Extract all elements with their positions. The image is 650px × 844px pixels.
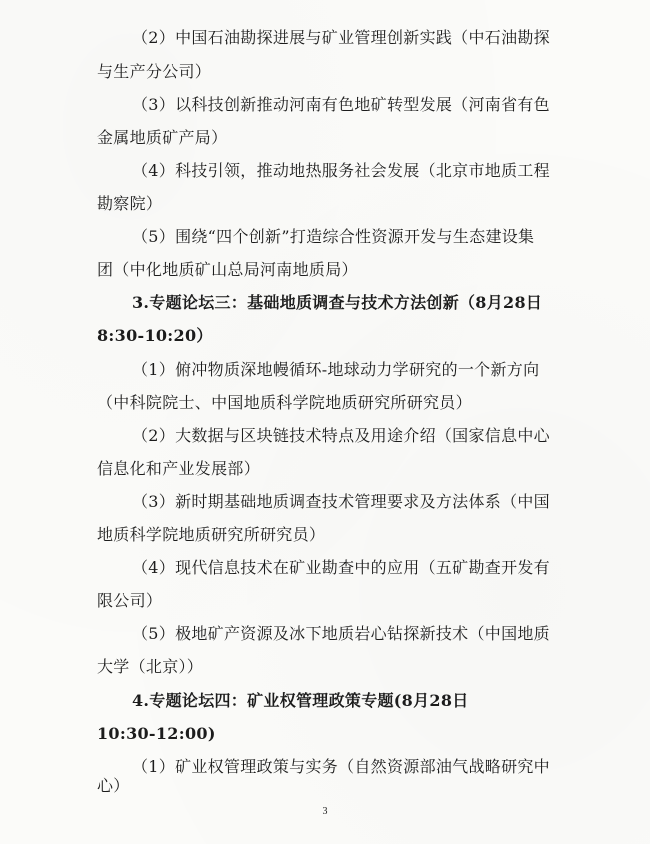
item-text-line: （5）围绕“四个创新”打造综合性资源开发与生态建设集: [132, 227, 535, 246]
item-text-line: （4）现代信息技术在矿业勘查中的应用（五矿勘查开发有: [132, 558, 550, 577]
item-text-line: （1）俯冲物质深地幔循环-地球动力学研究的一个新方向: [132, 360, 540, 379]
section-heading-line: 3.专题论坛三：基础地质调查与技术方法创新（8月28日: [132, 293, 543, 312]
item-text-line: （2）中国石油勘探进展与矿业管理创新实践（中石油勘探: [132, 28, 550, 47]
section-heading-line: 8:30-10:20）: [97, 326, 213, 345]
item-text-line: 限公司）: [97, 591, 163, 610]
item-text-line: 金属地质矿产局）: [97, 128, 228, 147]
item-text-line: （1）矿业权管理政策与实务（自然资源部油气战略研究中: [132, 757, 550, 776]
item-text-line: 勘察院）: [97, 194, 163, 213]
item-text-line: 与生产分公司）: [97, 62, 212, 81]
item-text-line: 信息化和产业发展部）: [97, 459, 261, 478]
item-text-line: （3）以科技创新推动河南有色地矿转型发展（河南省有色: [132, 95, 550, 114]
item-text-line: （3）新时期基础地质调查技术管理要求及方法体系（中国: [132, 492, 550, 511]
item-text-line: 心）: [97, 776, 130, 795]
section-heading-line: 4.专题论坛四：矿业权管理政策专题(8月28日: [132, 691, 469, 710]
item-text-line: 团（中化地质矿山总局河南地质局）: [97, 260, 358, 279]
section-heading-line: 10:30-12:00): [97, 724, 216, 743]
item-text-line: （2）大数据与区块链技术特点及用途介绍（国家信息中心: [132, 426, 550, 445]
item-text-line: （5）极地矿产资源及冰下地质岩心钻探新技术（中国地质: [132, 624, 550, 643]
item-text-line: 大学（北京））: [97, 657, 204, 676]
item-text-line: （中科院院士、中国地质科学院地质研究所研究员）: [97, 393, 472, 412]
page-number: 3: [322, 806, 328, 817]
item-text-line: （4）科技引领，推动地热服务社会发展（北京市地质工程: [132, 161, 550, 180]
item-text-line: 地质科学院地质研究所研究员）: [97, 525, 326, 544]
